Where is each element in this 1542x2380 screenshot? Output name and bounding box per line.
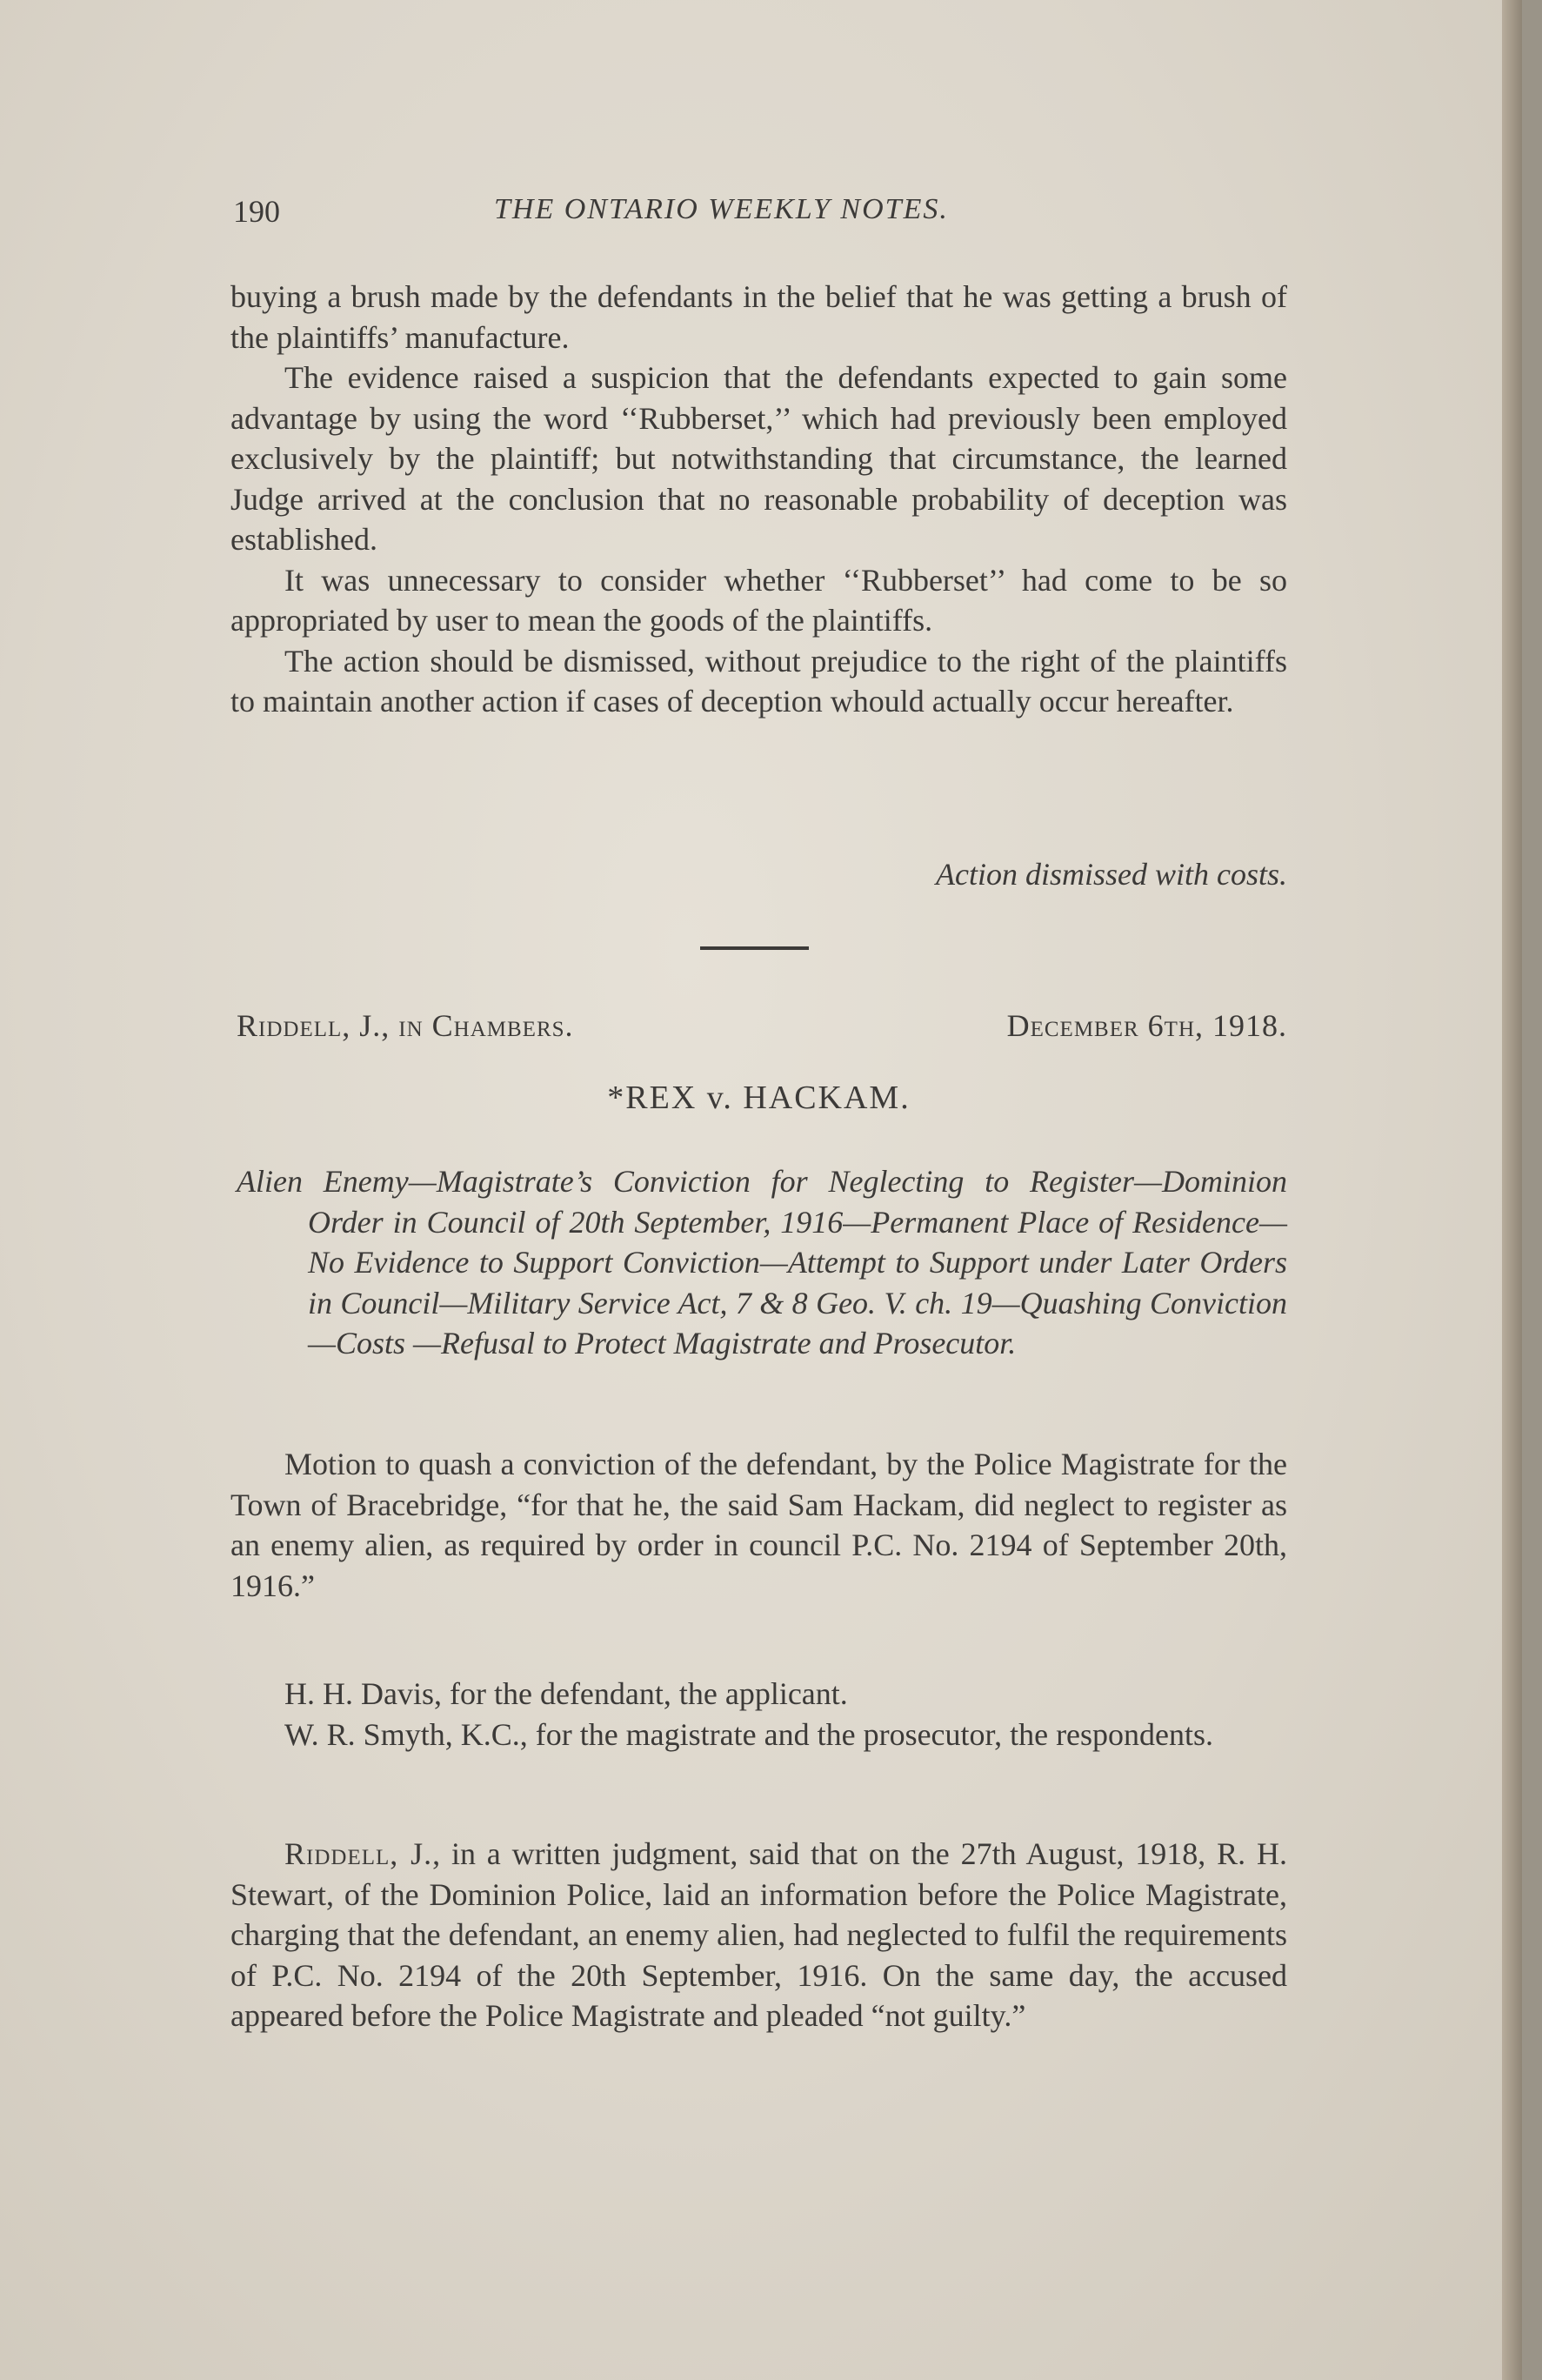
paragraph-2: The evidence raised a suspicion that the defendants expected to gain some advantage by using the word ‘‘Rubberset,’’ which had previously been employed exclusively by the plaintiff; but notwithstanding that circumstance, the learned Judge arrived at the conclusion that no reasonable probability of deception was established. [230,360,1287,557]
paragraph-4: The action should be dismissed, without prejudice to the right of the plaintiffs to maintain another action if cases of deception whould actually occur hereafter. [230,643,1287,719]
counsel-text [230,1674,1287,1755]
page-edge [1502,0,1522,2380]
judgment-text [230,1834,1287,2036]
case-line [237,1007,1287,1051]
running-head [233,193,1287,245]
previous-case-text [230,277,1287,722]
disposition: Action dismissed with costs. [936,857,1287,892]
judgment-judge: Riddell, J. [284,1836,433,1871]
section-divider [700,946,809,950]
case-title: *REX v. HACKAM. [607,1080,911,1116]
paragraph-1: buying a brush made by the defendants in the belief that he was getting a brush of the plaintiffs’ manufacture. [230,279,1287,355]
judge-chambers: Riddell, J., in Chambers. [237,1008,574,1043]
counsel-respondents: W. R. Smyth, K.C., for the magistrate and the prosecutor, the respondents. [284,1716,1214,1752]
case-date: December 6th, 1918. [1006,1008,1287,1043]
paragraph-3: It was unnecessary to consider whether ‘‘Rubberset’’ had come to be so appropriated by user to mean the goods of the plaintiffs. [230,562,1287,638]
motion-text [230,1444,1287,1606]
journal-title: THE ONTARIO WEEKLY NOTES. [494,193,949,225]
motion-paragraph: Motion to quash a conviction of the defendant, by the Police Magistrate for the Town of Bracebridge, “for that he, the said Sam Hackam, did neglect to register as an enemy alien, as required by order in council P.C. No. 2194 of September 20th, 1916.” [230,1447,1287,1603]
judgment-body: , in a written judgment, said that on the 27th August, 1918, R. H. Stewart, of the Dominion Police, laid an information before the Police Magistrate, charging that the defendant, an enemy alien, had neglected to fulfil the requirements of P.C. No. 2194 of the 20th September, 1916. On the same day, the accused appeared before the Police Magistrate and pleaded “not guilty.” [230,1836,1287,2033]
judgment-paragraph [230,1834,1287,2036]
counsel-defendant: H. H. Davis, for the defendant, the applicant. [284,1676,848,1711]
headnote: Alien Enemy—Magistrate’s Conviction for Neglecting to Register—Dominion Order in Council of 20th September, 1916—Permanent Place of Residence—No Evidence to Support Conviction—Attempt to Support under Later Orders in Council—Military Service Act, 7 & 8 Geo. V. ch. 19—Quashing Conviction—Costs —Refusal to Protect Magistrate and Prosecutor. [237,1164,1287,1360]
page-number: 190 [233,194,280,229]
